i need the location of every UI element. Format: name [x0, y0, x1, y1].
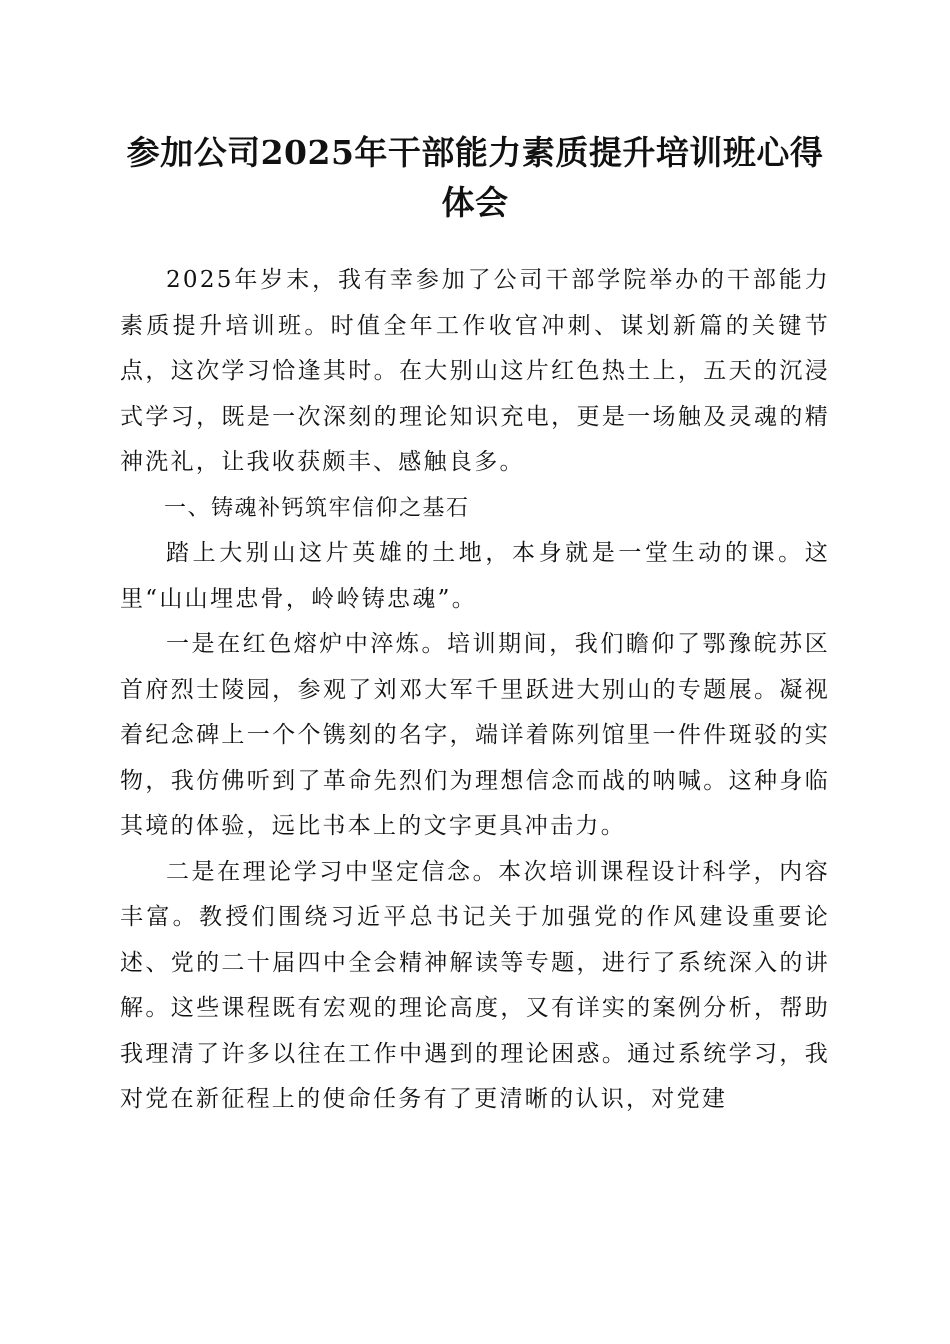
document-page [120, 128, 830, 1123]
point-2-paragraph [120, 850, 830, 1123]
point-2-lead: 二是在理论学习中坚定信念。 [166, 858, 499, 885]
document-title: 参加公司2025年干部能力素质提升培训班心得体会 [126, 133, 824, 222]
point-1-lead: 一是在红色熔炉中淬炼。 [166, 631, 448, 657]
section-1-heading: 一、铸魂补钙筑牢信仰之基石 [164, 495, 470, 521]
section-1-opening-paragraph: 踏上大别山这片英雄的土地，本身就是一堂生动的课。这里“山山埋忠骨，岭岭铸忠魂”。 [120, 540, 830, 612]
point-1-text: 培训期间，我们瞻仰了鄂豫皖苏区首府烈士陵园，参观了刘邓大军千里跃进大别山的专题展。凝视着纪念碑上一个个镌刻的名字，端详着陈列馆里一件件斑驳的实物，我仿佛听到了革命先烈们为理想信念而战的呐喊。这种身临其境的体验，远比书本上的文字更具冲击力。 [120, 631, 830, 839]
intro-paragraph: 2025年岁末，我有幸参加了公司干部学院举办的干部能力素质提升培训班。时值全年工作收官冲刺、谋划新篇的关键节点，这次学习恰逢其时。在大别山这片红色热土上，五天的沉浸式学习，既是一次深刻的理论知识充电，更是一场触及灵魂的精神洗礼，让我收获颇丰、感触良多。 [120, 267, 830, 475]
point-2-text: 本次培训课程设计科学，内容丰富。教授们围绕习近平总书记关于加强党的作风建设重要论述、党的二十届四中全会精神解读等专题，进行了系统深入的讲解。这些课程既有宏观的理论高度，又有详实的案例分析，帮助我理清了许多以往在工作中遇到的理论困惑。通过系统学习，我对党在新征程上的使命任务有了更清晰的认识，对党建 [120, 858, 830, 1112]
point-1-paragraph [120, 622, 830, 850]
document-body [120, 258, 830, 1123]
